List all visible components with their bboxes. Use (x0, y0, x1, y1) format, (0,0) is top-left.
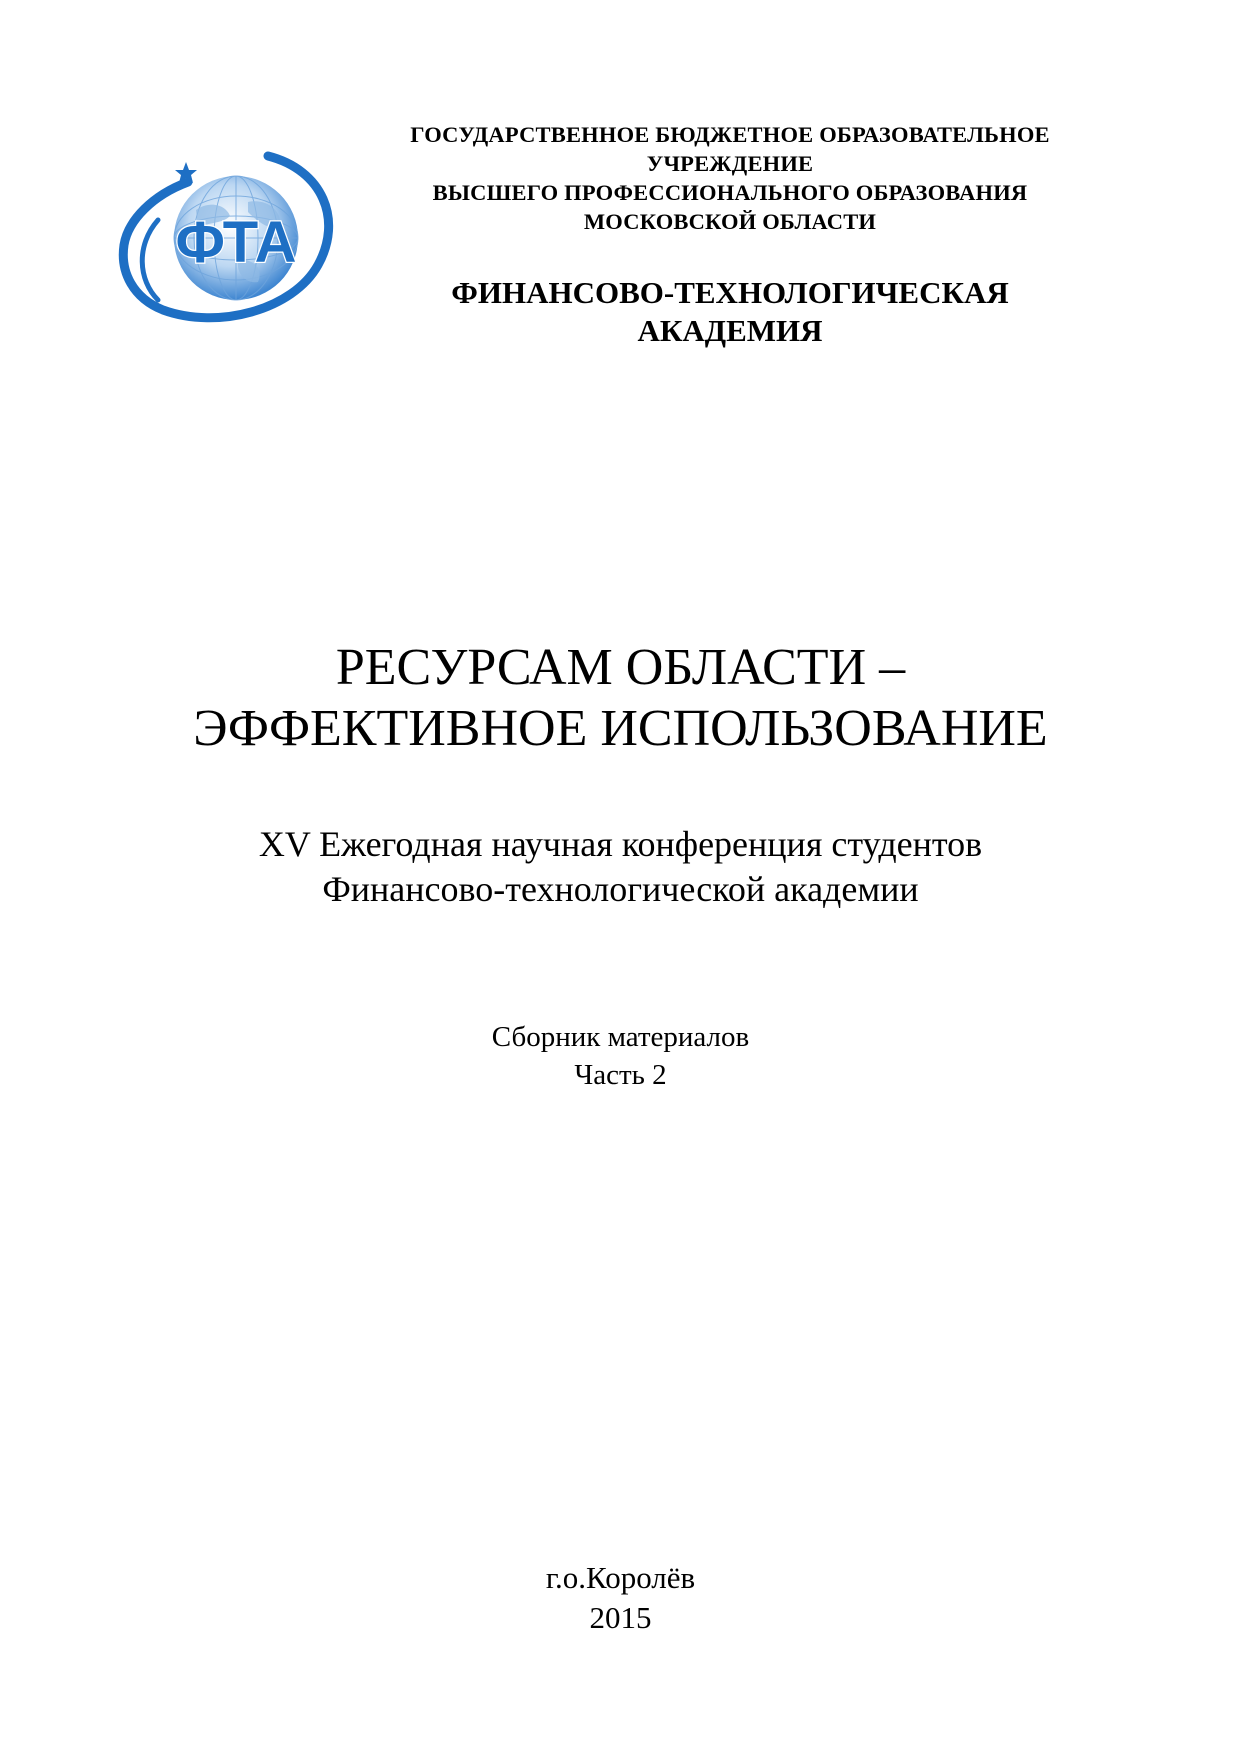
academy-name (360, 274, 1100, 350)
collection-name: Сборник материалов (491, 1021, 750, 1053)
publication-year: 2015 (589, 1600, 652, 1635)
publication-city: г.о.Королёв (545, 1560, 696, 1595)
academy-name-line: ФИНАНСОВО-ТЕХНОЛОГИЧЕСКАЯ (451, 275, 1009, 310)
document-title (0, 637, 1241, 759)
subtitle-line: XV Ежегодная научная конференция студентов (258, 824, 983, 864)
header-line: ВЫСШЕГО ПРОФЕССИОНАЛЬНОГО ОБРАЗОВАНИЯ (432, 180, 1028, 205)
header-line: МОСКОВСКОЙ ОБЛАСТИ (583, 209, 877, 234)
publication-footer (0, 1558, 1241, 1638)
conference-subtitle (0, 822, 1241, 912)
title-line: ЭФФЕКТИВНОЕ ИСПОЛЬЗОВАНИЕ (193, 700, 1048, 757)
collection-part: Часть 2 (574, 1059, 667, 1091)
academy-logo (118, 150, 340, 325)
logo-globe-icon (118, 150, 340, 325)
institution-header (360, 120, 1100, 236)
header-line: ГОСУДАРСТВЕННОЕ БЮДЖЕТНОЕ ОБРАЗОВАТЕЛЬНОЕ (410, 122, 1050, 147)
academy-name-line: АКАДЕМИЯ (637, 313, 823, 348)
logo-letters: ФТА (175, 210, 297, 275)
title-line: РЕСУРСАМ ОБЛАСТИ – (335, 639, 906, 696)
collection-info (0, 1018, 1241, 1094)
header-line: УЧРЕЖДЕНИЕ (646, 151, 814, 176)
subtitle-line: Финансово-технологической академии (322, 869, 919, 909)
